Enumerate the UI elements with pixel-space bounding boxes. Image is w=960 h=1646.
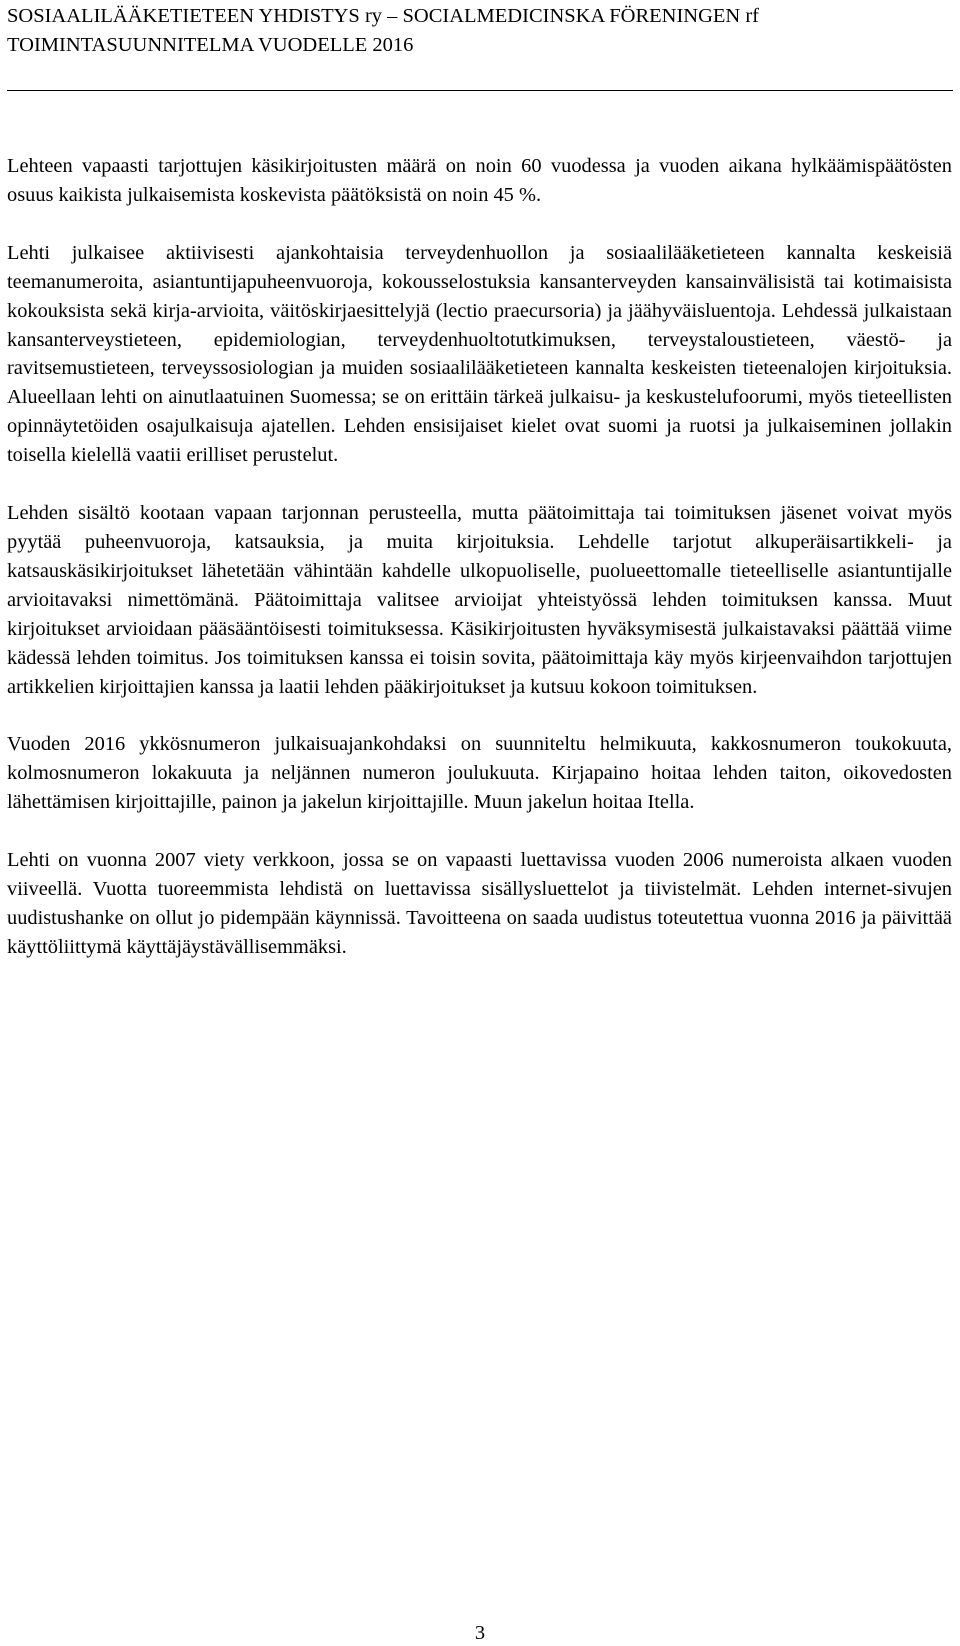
- page-header: [7, 2, 953, 60]
- header-divider: [7, 90, 953, 91]
- organization-name: SOSIAALILÄÄKETIETEEN YHDISTYS ry – SOCIALMEDICINSKA FÖRENINGEN rf: [7, 5, 759, 27]
- paragraph-online-availability: Lehti on vuonna 2007 viety verkkoon, jossa se on vapaasti luettavissa vuoden 2006 numeroista alkaen vuoden viiveellä. Vuotta tuoreemmista lehdistä on luettavissa sisällysluettelot ja tiivistelmät. Lehden internet-sivujen uudistushanke on ollut jo pidempään käynnissä. Tavoitteena on saada uudistus toteutettua vuonna 2016 ja päivittää käyttöliittymä käyttäjäystävällisemmäksi.: [7, 849, 952, 958]
- paragraph-publication-schedule: Vuoden 2016 ykkösnumeron julkaisuajankohdaksi on suunniteltu helmikuuta, kakkosnumeron toukokuuta, kolmosnumeron lokakuuta ja neljännen numeron joulukuuta. Kirjapaino hoitaa lehden taiton, oikovedosten lähettämisen kirjoittajille, painon ja jakelun kirjoittajille. Muun jakelun hoitaa Itella.: [7, 733, 952, 814]
- page-number: 3: [474, 1622, 486, 1644]
- paragraph-editorial-process: Lehden sisältö kootaan vapaan tarjonnan perusteella, mutta päätoimittaja tai toimituksen jäsenet voivat myös pyytää puheenvuoroja, katsauksia, ja muita kirjoituksia. Lehdelle tarjotut alkuperäisartikkeli- ja katsauskäsikirjoitukset lähetetään vähintään kahdelle ulkopuoliselle, puolueettomalle tieteelliselle asiantuntijalle arvioitavaksi nimettömänä. Päätoimittaja valitsee arvioijat yhteistyössä lehden toimituksen kanssa. Muut kirjoitukset arvioidaan pääsääntöisesti toimituksessa. Käsikirjoitusten hyväksymisestä julkaistavaksi päättää viime kädessä lehden toimitus. Jos toimituksen kanssa ei toisin sovita, päätoimittaja käy myös kirjeenvaihdon tarjottujen artikkelien kirjoittajien kanssa ja laatii lehden pääkirjoitukset ja kutsuu kokoon toimituksen.: [7, 502, 952, 698]
- paragraph-publication-scope: Lehti julkaisee aktiivisesti ajankohtaisia terveydenhuollon ja sosiaalilääketieteen kannalta keskeisiä teemanumeroita, asiantuntijapuheenvuoroja, kokousselostuksia kansanterveyden kansainvälisistä tai kotimaisista kokouksista sekä kirja-arvioita, väitöskirjaesittelyjä (lectio praecursoria) ja jäähyväisluentoja. Lehdessä julkaistaan kansanterveystieteen, epidemiologian, terveydenhuoltotutkimuksen, terveystaloustieteen, väestö- ja ravitsemustieteen, terveyssosiologian ja muiden sosiaalilääketieteen kannalta keskeisten tieteenalojen kirjoituksia. Alueellaan lehti on ainutlaatuinen Suomessa; se on erittäin tärkeä julkaisu- ja keskustelufoorumi, myös tieteellisten opinnäytetöiden osajulkaisuja ajatellen. Lehden ensisijaiset kielet ovat suomi ja ruotsi ja julkaiseminen jollakin toisella kielellä vaatii erilliset perustelut.: [7, 241, 952, 467]
- document-title: TOIMINTASUUNNITELMA VUODELLE 2016: [7, 34, 414, 56]
- body-text: [7, 152, 952, 991]
- paragraph-manuscripts: Lehteen vapaasti tarjottujen käsikirjoitusten määrä on noin 60 vuodessa ja vuoden aikana hylkäämispäätösten osuus kaikista julkaisemista koskevista päätöksistä on noin 45 %.: [7, 155, 952, 206]
